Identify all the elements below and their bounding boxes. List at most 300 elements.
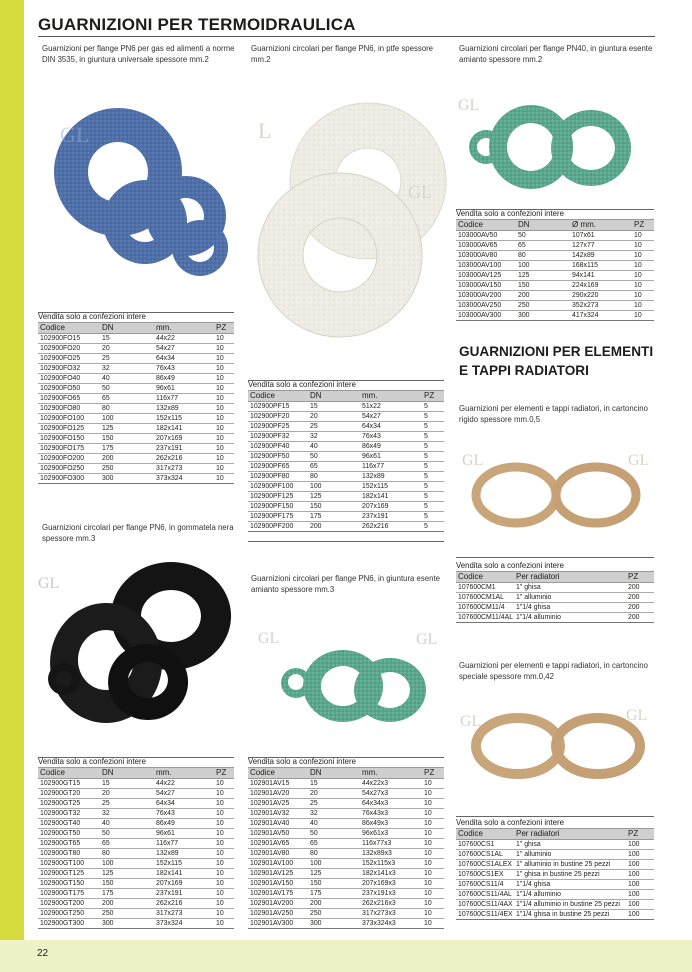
table-cell: 200 <box>626 583 654 593</box>
page-footer <box>0 940 692 972</box>
table-cell: 44x22 <box>154 334 214 344</box>
table-cell: 200 <box>100 899 154 909</box>
table-row <box>248 402 444 412</box>
table-row <box>456 890 654 900</box>
green-pn40-gasket-image <box>456 80 656 205</box>
table-cell: 152x115 <box>360 482 422 492</box>
table-cell: 50 <box>308 829 360 839</box>
table-cell: 54x27 <box>154 344 214 354</box>
table-cell: 107600CM1 <box>456 583 514 593</box>
table-cell: 86x49x3 <box>360 819 422 829</box>
table-cell: 200 <box>308 899 360 909</box>
table-cell: 10 <box>214 869 234 879</box>
table-row <box>456 231 654 241</box>
table-cell: 5 <box>422 432 444 442</box>
table-cell: 102900FO200 <box>38 454 100 464</box>
table-cell: 10 <box>214 919 234 929</box>
table-row <box>456 241 654 251</box>
title-rule <box>38 36 655 37</box>
table-cell: 25 <box>308 422 360 432</box>
table-cell: 103000AV50 <box>456 231 516 241</box>
table-cell: 32 <box>308 809 360 819</box>
table-row <box>248 492 444 502</box>
table-cell: 102900FO32 <box>38 364 100 374</box>
table-cell: 10 <box>214 414 234 424</box>
vendita-note: Vendita solo a confezioni intere <box>248 380 356 389</box>
table-cell: 10 <box>632 231 654 241</box>
table-cell: 102901AV65 <box>248 839 308 849</box>
table-cell: 373x324x3 <box>360 919 422 929</box>
table-cell: 116x77 <box>154 839 214 849</box>
table-cell: 10 <box>214 879 234 889</box>
table-cell: 102900GT150 <box>38 879 100 889</box>
table-cell: 102901AV250 <box>248 909 308 919</box>
table-cell: 102900GT80 <box>38 849 100 859</box>
table-row <box>38 829 234 839</box>
table-cell: 1" ghisa <box>514 840 626 850</box>
table-cell: 250 <box>100 909 154 919</box>
table-row <box>248 839 444 849</box>
table-cell: 5 <box>422 412 444 422</box>
table-cell: 182x141 <box>360 492 422 502</box>
column-header: mm. <box>154 323 214 334</box>
column-header: PZ <box>632 220 654 231</box>
table-cell: 102900GT32 <box>38 809 100 819</box>
table-cell: 1" ghisa in bustine 25 pezzi <box>514 870 626 880</box>
table-row <box>248 512 444 522</box>
table-cell: 262x216 <box>360 522 422 532</box>
table-cell: 417x324 <box>570 311 632 321</box>
table-row <box>248 462 444 472</box>
table-cell: 44x22x3 <box>360 779 422 789</box>
table-cell: 150 <box>308 502 360 512</box>
table-cell: 40 <box>100 819 154 829</box>
table-cell: 32 <box>100 809 154 819</box>
table-cell: 64x34 <box>154 354 214 364</box>
table-row <box>248 879 444 889</box>
table-cell: 116x77 <box>154 394 214 404</box>
column-header: mm. <box>360 391 422 402</box>
table-row <box>38 454 234 464</box>
table-cell: 10 <box>214 779 234 789</box>
table-cell: 102900GT100 <box>38 859 100 869</box>
table-cell: 102901AV15 <box>248 779 308 789</box>
table-cell: 64x34 <box>360 422 422 432</box>
table-cell: 373x324 <box>154 474 214 484</box>
table-cell: 200 <box>308 522 360 532</box>
table-cell: 5 <box>422 462 444 472</box>
svg-text:GL: GL <box>460 713 482 730</box>
table-cell: 10 <box>214 334 234 344</box>
table-cell: 10 <box>422 829 444 839</box>
table-row <box>456 261 654 271</box>
table-cell: 5 <box>422 472 444 482</box>
table-cell: 200 <box>626 593 654 603</box>
table-cell: 102900GT20 <box>38 789 100 799</box>
table-cell: 40 <box>308 442 360 452</box>
table-cell: 1"1/4 alluminio <box>514 890 626 900</box>
table-cell: 182x141x3 <box>360 869 422 879</box>
table-cell: 207x169 <box>154 434 214 444</box>
vendita-note: Vendita solo a confezioni intere <box>456 818 564 827</box>
table-row <box>248 869 444 879</box>
column-header: Codice <box>456 829 514 840</box>
description-av40: Guarnizioni circolari per flange PN40, in giuntura esente amianto spessore mm.2 <box>459 44 653 64</box>
blue-gasket-image <box>40 80 235 300</box>
table-row <box>38 404 234 414</box>
table-cell: 10 <box>422 889 444 899</box>
table-row <box>456 583 654 593</box>
table-cell: 10 <box>422 779 444 789</box>
table-row <box>248 789 444 799</box>
table-cell: 50 <box>100 384 154 394</box>
column-header: DN <box>516 220 570 231</box>
table-cell: 10 <box>214 829 234 839</box>
table-cell: 100 <box>626 880 654 890</box>
table-cell: 100 <box>516 261 570 271</box>
table-cell: 200 <box>626 613 654 623</box>
table-cell: 102900FO80 <box>38 404 100 414</box>
table-cell: 10 <box>422 849 444 859</box>
table-cell: 102900FO65 <box>38 394 100 404</box>
table-cell: 250 <box>308 909 360 919</box>
svg-text:GL: GL <box>60 122 90 147</box>
table-cell: 102900GT300 <box>38 919 100 929</box>
column-header: Per radiatori <box>514 572 626 583</box>
table-cell: 250 <box>516 301 570 311</box>
column-header: PZ <box>422 768 444 779</box>
table-cell: 10 <box>214 899 234 909</box>
table-gt <box>38 757 234 929</box>
table-cell: 10 <box>422 879 444 889</box>
table-cell: 127x77 <box>570 241 632 251</box>
table-cell: 86x49 <box>154 374 214 384</box>
table-cell: 200 <box>100 454 154 464</box>
table-cell: 262x216x3 <box>360 899 422 909</box>
table-cell: 262x216 <box>154 899 214 909</box>
table-cell: 175 <box>100 444 154 454</box>
table-cell: 150 <box>516 281 570 291</box>
column-header: Codice <box>38 768 100 779</box>
table-cell: 132x89 <box>360 472 422 482</box>
table-cell: 102900PF175 <box>248 512 308 522</box>
table-cell: 5 <box>422 512 444 522</box>
table-row <box>38 789 234 799</box>
table-cell: 102900PF65 <box>248 462 308 472</box>
table-row <box>248 859 444 869</box>
table-cell: 102901AV40 <box>248 819 308 829</box>
table-row <box>456 593 654 603</box>
vendita-note: Vendita solo a confezioni intere <box>38 312 146 321</box>
table-row <box>248 889 444 899</box>
table-cell: 65 <box>308 839 360 849</box>
table-row <box>456 281 654 291</box>
table-cell: 175 <box>100 889 154 899</box>
table-cell: 102901AV150 <box>248 879 308 889</box>
table-cell: 150 <box>100 434 154 444</box>
table-fo <box>38 312 234 484</box>
table-row <box>456 840 654 850</box>
ptfe-gasket-image <box>248 78 448 378</box>
table-row <box>38 859 234 869</box>
table-cell: 10 <box>422 809 444 819</box>
table-cell: 102900GT125 <box>38 869 100 879</box>
table-cell: 102901AV20 <box>248 789 308 799</box>
table-cell: 168x115 <box>570 261 632 271</box>
table-row <box>38 434 234 444</box>
table-cell: 317x273 <box>154 464 214 474</box>
table-cell: 10 <box>214 789 234 799</box>
table-cs <box>456 818 654 920</box>
table-row <box>248 442 444 452</box>
description-fo: Guarnizioni per flange PN6 per gas ed alimenti a norme DIN 3535, in giuntura universale spessore mm.2 <box>42 44 235 64</box>
table-cell: 102900PF40 <box>248 442 308 452</box>
table-cell: 40 <box>308 819 360 829</box>
table-cell: 5 <box>422 422 444 432</box>
table-cell: 102900PF200 <box>248 522 308 532</box>
table-cell: 102900PF50 <box>248 452 308 462</box>
table-row <box>456 251 654 261</box>
table-cell: 1" alluminio in bustine 25 pezzi <box>514 860 626 870</box>
page-title: GUARNIZIONI PER TERMOIDRAULICA <box>38 15 356 34</box>
table-row <box>38 364 234 374</box>
table-cell: 96x61 <box>360 452 422 462</box>
table-cell: 102901AV200 <box>248 899 308 909</box>
table-cell: 10 <box>214 344 234 354</box>
table-cell: 65 <box>100 394 154 404</box>
table-row <box>248 899 444 909</box>
table-cell: 224x169 <box>570 281 632 291</box>
column-header: Codice <box>248 391 308 402</box>
table-row <box>248 482 444 492</box>
table-cell: 102901AV50 <box>248 829 308 839</box>
table-cell: 5 <box>422 402 444 412</box>
table-cell: 10 <box>214 424 234 434</box>
table-cell: 50 <box>308 452 360 462</box>
table-cell: 102900FO175 <box>38 444 100 454</box>
table-cell: 107600CS1AL <box>456 850 514 860</box>
vendita-note: Vendita solo a confezioni intere <box>38 757 146 766</box>
table-cell: 102900FO125 <box>38 424 100 434</box>
table-cell: 10 <box>422 789 444 799</box>
table-pf <box>248 380 444 532</box>
table-cell: 107600CS1ALEX <box>458 861 513 868</box>
table-row <box>248 779 444 789</box>
table-cell: 102900FO100 <box>38 414 100 424</box>
svg-text:GL: GL <box>458 97 480 114</box>
black-rubber-gasket-image <box>36 548 236 753</box>
table-cell: 175 <box>308 889 360 899</box>
table-cell: 207x169 <box>154 879 214 889</box>
table-cell: 51x22 <box>360 402 422 412</box>
table-row <box>38 869 234 879</box>
table-cell: 237x191x3 <box>360 889 422 899</box>
table-row <box>248 909 444 919</box>
table-row <box>456 900 654 910</box>
column-header: Codice <box>38 323 100 334</box>
table-cell: 40 <box>100 374 154 384</box>
table-cell: 96x61x3 <box>360 829 422 839</box>
table-row <box>456 613 654 623</box>
table-cell: 103000AV150 <box>456 281 516 291</box>
column-header: PZ <box>626 572 654 583</box>
column-header: mm. <box>360 768 422 779</box>
table-row <box>248 412 444 422</box>
table-cell: 102900PF20 <box>248 412 308 422</box>
column-header: DN <box>100 323 154 334</box>
svg-text:GL: GL <box>628 452 650 469</box>
table-cell: 107600CS11/4 <box>456 880 514 890</box>
svg-text:GL: GL <box>626 707 648 724</box>
table-row <box>38 819 234 829</box>
table-cell: 102900GT65 <box>38 839 100 849</box>
table-cell: 100 <box>100 414 154 424</box>
table-row <box>38 919 234 929</box>
table-cell: 25 <box>100 354 154 364</box>
table-cell: 10 <box>214 394 234 404</box>
description-pf: Guarnizioni circolari per flange PN6, in ptfe spessore mm.2 <box>251 44 434 64</box>
table-row <box>38 839 234 849</box>
table-row <box>248 502 444 512</box>
table-cell: 132x89 <box>154 404 214 414</box>
table-cell: 5 <box>422 522 444 532</box>
table-cell: 102900GT50 <box>38 829 100 839</box>
table-cell: 1"1/4 ghisa <box>514 603 626 613</box>
table-row <box>38 909 234 919</box>
table-cell: 200 <box>626 603 654 613</box>
table-cell: 76x43 <box>154 809 214 819</box>
table-cell: 5 <box>422 452 444 462</box>
table-av6 <box>248 757 444 929</box>
table-row <box>248 919 444 929</box>
table-row <box>248 432 444 442</box>
green-pn6-gasket-image <box>248 608 448 753</box>
table-row <box>456 603 654 613</box>
table-cell: 80 <box>308 472 360 482</box>
table-cell: 5 <box>422 492 444 502</box>
table-row <box>456 271 654 281</box>
svg-text:GL: GL <box>258 630 280 647</box>
table-cell: 20 <box>100 789 154 799</box>
table-row <box>248 522 444 532</box>
table-cell: 150 <box>308 879 360 889</box>
table-cell: 102900PF125 <box>248 492 308 502</box>
table-cell: 132x89x3 <box>360 849 422 859</box>
table-cell: 207x169 <box>360 502 422 512</box>
column-header: PZ <box>422 391 444 402</box>
table-cell: 237x191 <box>360 512 422 522</box>
svg-text:GL: GL <box>462 452 484 469</box>
table-cell: 1"1/4 alluminio <box>514 613 626 623</box>
page-number: 22 <box>37 948 49 959</box>
table-cell: 102900PF25 <box>248 422 308 432</box>
vendita-note: Vendita solo a confezioni intere <box>456 561 564 570</box>
table-cell: 10 <box>422 909 444 919</box>
table-cell: 107600CM1AL <box>456 593 514 603</box>
table-cell: 102900GT250 <box>38 909 100 919</box>
table-cell: 10 <box>632 261 654 271</box>
table-cell: 102900FO15 <box>38 334 100 344</box>
vendita-note: Vendita solo a confezioni intere <box>248 757 356 766</box>
column-header: Codice <box>456 572 514 583</box>
table-cell: 102900PF15 <box>248 402 308 412</box>
table-cell: 107600CS11/4EX <box>458 911 513 918</box>
table-cell: 102900PF150 <box>248 502 308 512</box>
table-cell: 102901AV32 <box>248 809 308 819</box>
table-cell: 10 <box>214 809 234 819</box>
table-cell: 103000AV300 <box>456 311 516 321</box>
table-cell: 5 <box>422 502 444 512</box>
table-cell: 15 <box>308 779 360 789</box>
table-cell: 10 <box>214 404 234 414</box>
table-cell: 64x34 <box>154 799 214 809</box>
table-cell: 262x216 <box>154 454 214 464</box>
table-cell: 103000AV100 <box>456 261 516 271</box>
table-cell: 10 <box>422 799 444 809</box>
table-cell: 65 <box>100 839 154 849</box>
table-cell: 102900GT175 <box>38 889 100 899</box>
table-av40 <box>456 209 654 321</box>
table-cell: 103000AV250 <box>456 301 516 311</box>
table-row <box>38 334 234 344</box>
table-cell: 10 <box>632 311 654 321</box>
table-cell: 10 <box>632 241 654 251</box>
table-cell: 20 <box>100 344 154 354</box>
table-cell: 1" alluminio <box>514 593 626 603</box>
table-cell: 373x324 <box>154 919 214 929</box>
table-cell: 300 <box>100 919 154 929</box>
column-header: DN <box>100 768 154 779</box>
table-row <box>38 799 234 809</box>
table-cell: 80 <box>516 251 570 261</box>
table-cell: 125 <box>100 424 154 434</box>
section-title-radiatori: GUARNIZIONI PER ELEMENTI E TAPPI RADIATORI <box>459 344 654 378</box>
table-cell: 100 <box>626 870 654 880</box>
column-header: DN <box>308 391 360 402</box>
table-cell: 80 <box>308 849 360 859</box>
table-cell: 102901AV175 <box>248 889 308 899</box>
table-cell: 10 <box>214 799 234 809</box>
table-cell: 107x61 <box>570 231 632 241</box>
table-cell: 102900FO250 <box>38 464 100 474</box>
table-cell: 102900GT25 <box>38 799 100 809</box>
table-cell: 10 <box>632 291 654 301</box>
table-cell: 116x77 <box>360 462 422 472</box>
table-row <box>456 850 654 860</box>
table-cell: 317x273 <box>154 909 214 919</box>
table-cell: 94x141 <box>570 271 632 281</box>
table-row <box>456 301 654 311</box>
table-cell: 1"1/4 ghisa <box>514 880 626 890</box>
table-cell: 65 <box>308 462 360 472</box>
table-cell: 10 <box>214 889 234 899</box>
table-cell: 142x89 <box>570 251 632 261</box>
table-cell: 54x27x3 <box>360 789 422 799</box>
table-cell: 103000AV200 <box>456 291 516 301</box>
table-cell: 150 <box>100 879 154 889</box>
column-header: Codice <box>248 768 308 779</box>
table-cell: 10 <box>422 869 444 879</box>
table-row <box>38 424 234 434</box>
table-cell: 1" alluminio <box>514 850 626 860</box>
svg-text:L: L <box>258 118 272 143</box>
table-cell: 10 <box>214 909 234 919</box>
table-cell: 10 <box>632 281 654 291</box>
table-cell: 65 <box>516 241 570 251</box>
table-cell: 1"1/4 ghisa in bustine 25 pezzi <box>514 910 626 920</box>
description-av6: Guarnizioni circolari per flange PN6, in giuntura esente amianto spessore mm.3 <box>251 574 440 594</box>
table-cell: 10 <box>632 271 654 281</box>
